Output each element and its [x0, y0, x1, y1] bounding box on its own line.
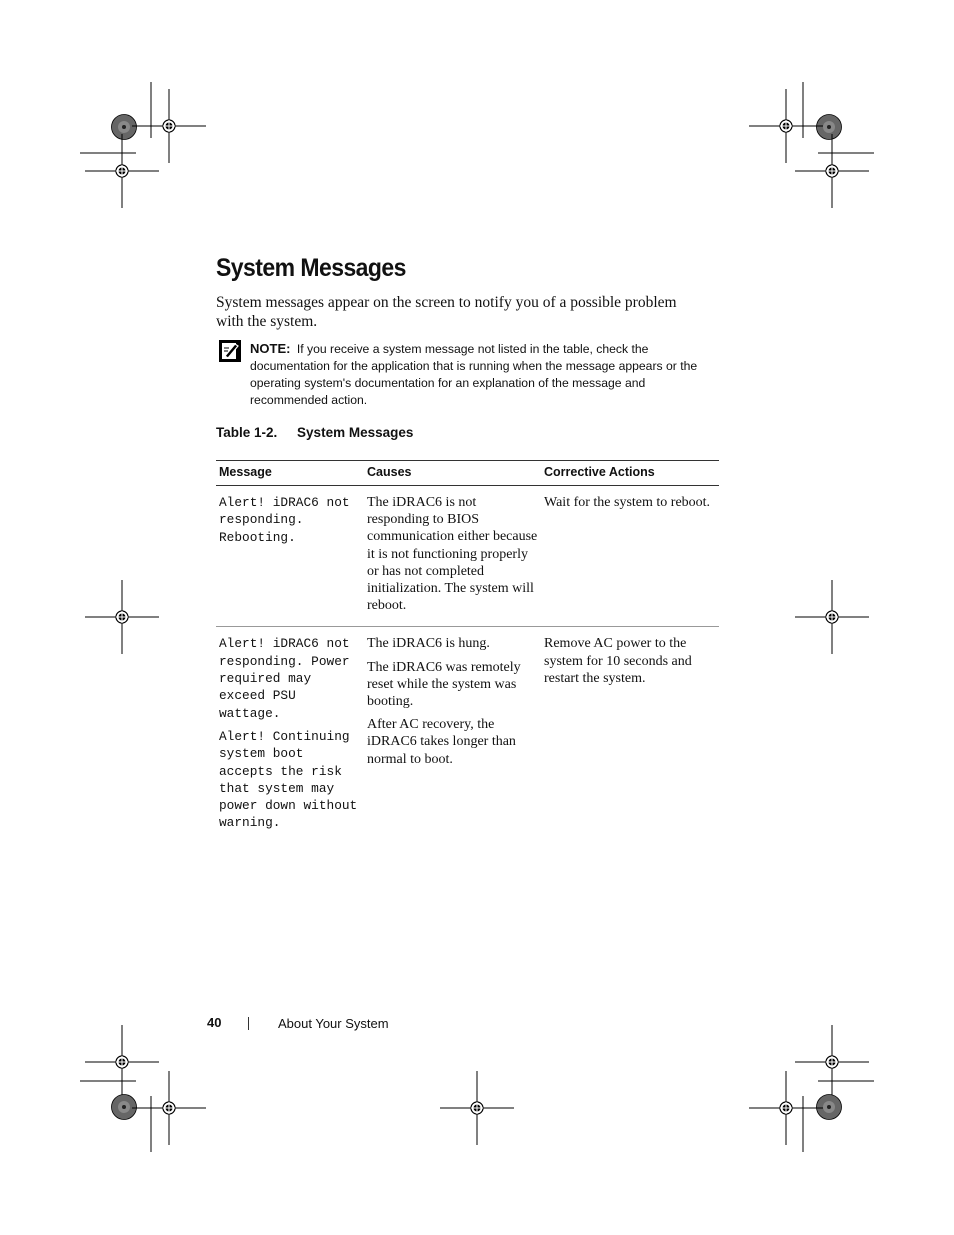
cause-text: The iDRAC6 is not responding to BIOS communication either because it is not functioning properly or has not completed initialization. The system will reboot.	[367, 495, 538, 614]
message-cell	[216, 627, 364, 844]
intro-paragraph: System messages appear on the screen to notify you of a possible problem with the system.	[216, 294, 677, 330]
table-row	[216, 486, 719, 627]
column-header-message: Message	[216, 461, 364, 486]
note-block	[250, 340, 720, 409]
actions-cell	[541, 486, 719, 627]
message-text: Alert! Continuing system boot accepts the risk that system may power down without warning.	[219, 728, 358, 831]
cause-text: After AC recovery, the iDRAC6 takes longer than normal to boot.	[367, 717, 516, 767]
message-cell	[216, 486, 364, 627]
action-text: Wait for the system to reboot.	[544, 495, 711, 510]
table-header-row	[216, 461, 719, 486]
footer-divider	[248, 1017, 249, 1030]
page-number: 40	[207, 1015, 222, 1030]
causes-cell	[364, 486, 541, 627]
footer-section-title: About Your System	[278, 1016, 389, 1031]
note-text: If you receive a system message not listed in the table, check the documentation for the application that is running when the message appears or the operating system's documentation for an explanation of the message and recommended action.	[250, 342, 698, 407]
system-messages-table	[216, 460, 719, 844]
column-header-causes: Causes	[364, 461, 541, 486]
causes-cell	[364, 627, 541, 844]
table-caption	[216, 425, 413, 440]
table-row	[216, 627, 719, 844]
page-title: System Messages	[216, 254, 406, 282]
action-text: Remove AC power to the system for 10 seconds and restart the system.	[544, 636, 692, 686]
note-label: NOTE:	[250, 341, 291, 356]
message-text: Alert! iDRAC6 not responding. Rebooting.	[219, 495, 350, 545]
cause-text: The iDRAC6 was remotely reset while the system was booting.	[367, 659, 521, 710]
table-caption-title: System Messages	[297, 425, 414, 440]
message-text: Alert! iDRAC6 not responding. Power required may exceed PSU wattage.	[219, 636, 350, 721]
table-caption-number: Table 1-2.	[216, 425, 278, 440]
actions-cell	[541, 627, 719, 844]
column-header-corrective-actions: Corrective Actions	[541, 461, 719, 486]
cause-text: The iDRAC6 is hung.	[367, 636, 490, 652]
note-pencil-icon	[219, 340, 241, 362]
